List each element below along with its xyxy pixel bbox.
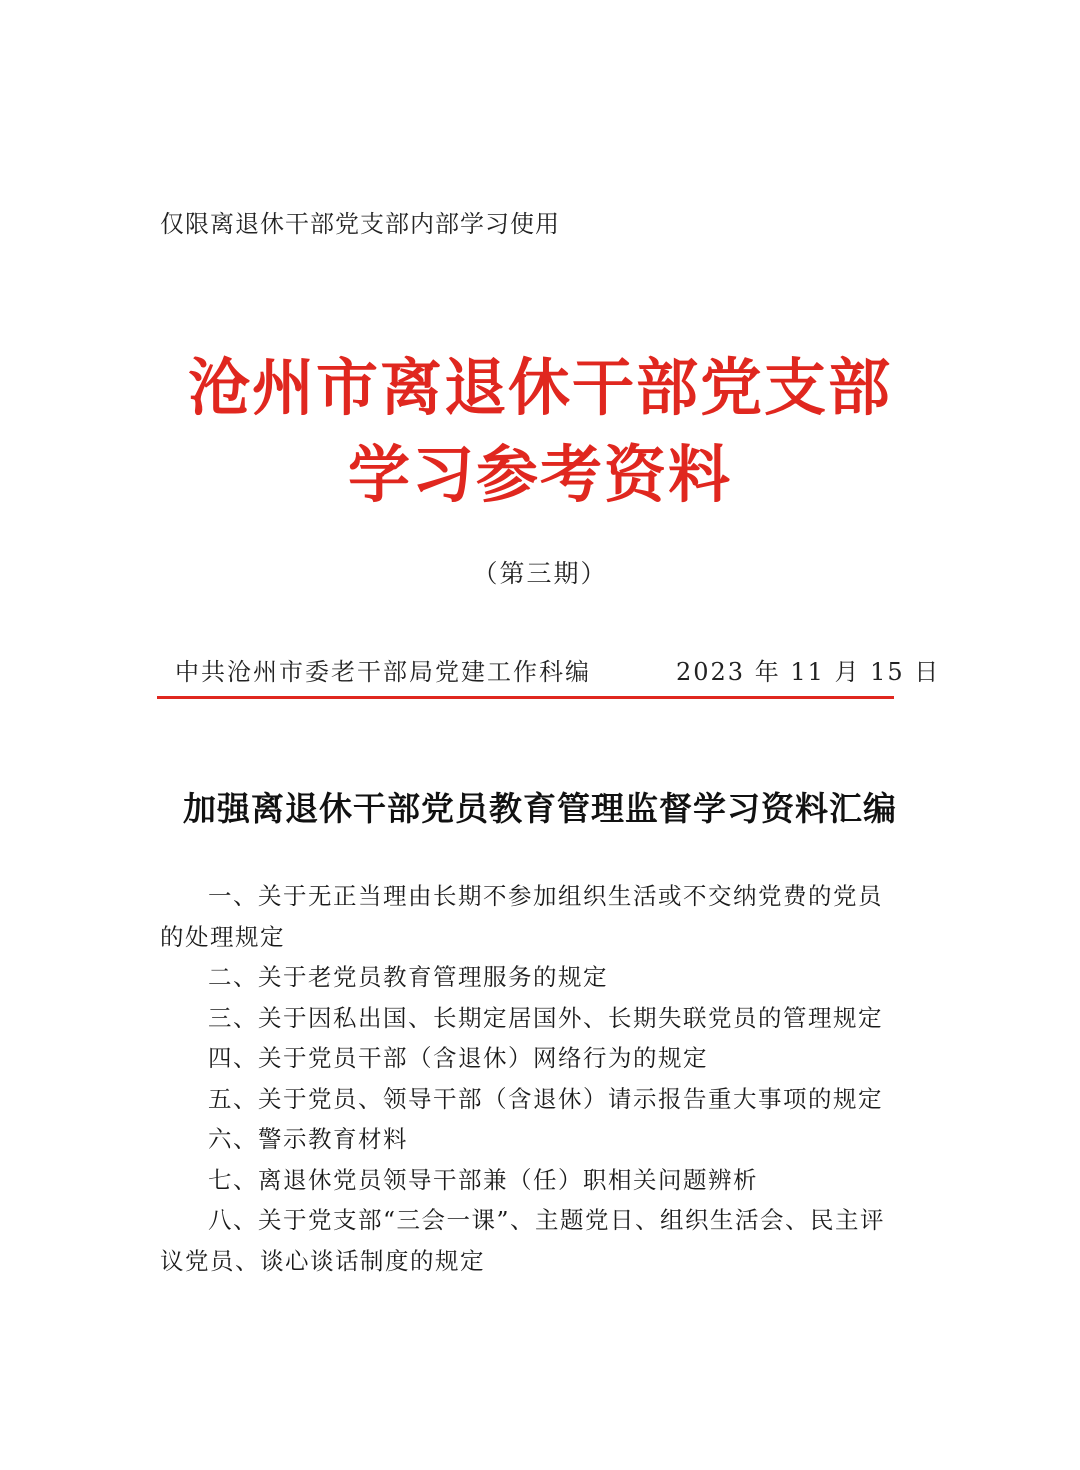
masthead-title-line1: 沧州市离退休干部党支部 [187,351,892,424]
editor-credit: 中共沧州市委老干部局党建工作科编 [175,658,591,686]
toc-item: 三、关于因私出国、长期定居国外、长期失联党员的管理规定 [208,1003,883,1032]
toc-item: 四、关于党员干部（含退休）网络行为的规定 [208,1044,708,1072]
toc-item: 五、关于党员、领导干部（含退休）请示报告重大事项的规定 [208,1084,883,1113]
restriction-note: 仅限离退休干部党支部内部学习使用 [160,210,560,238]
issue-number: （第三期） [472,559,608,588]
toc-item: 八、关于党支部“三会一课”、主题党日、组织生活会、民主评议党员、谈心谈话制度的规定 [160,1206,886,1275]
publication-date: 2023 年 11 月 15 日 [676,658,941,686]
toc-item: 一、关于无正当理由长期不参加组织生活或不交纳党费的党员的处理规定 [160,882,883,951]
toc-item: 二、关于老党员教育管理服务的规定 [208,963,608,991]
table-of-contents [160,876,895,1281]
toc-item: 七、离退休党员领导干部兼（任）职相关问题辨析 [208,1165,758,1194]
document-title: 加强离退休干部党员教育管理监督学习资料汇编 [183,789,897,828]
red-divider-rule [157,696,894,699]
toc-item: 六、警示教育材料 [208,1125,408,1153]
masthead-title-line2: 学习参考资料 [347,438,732,511]
